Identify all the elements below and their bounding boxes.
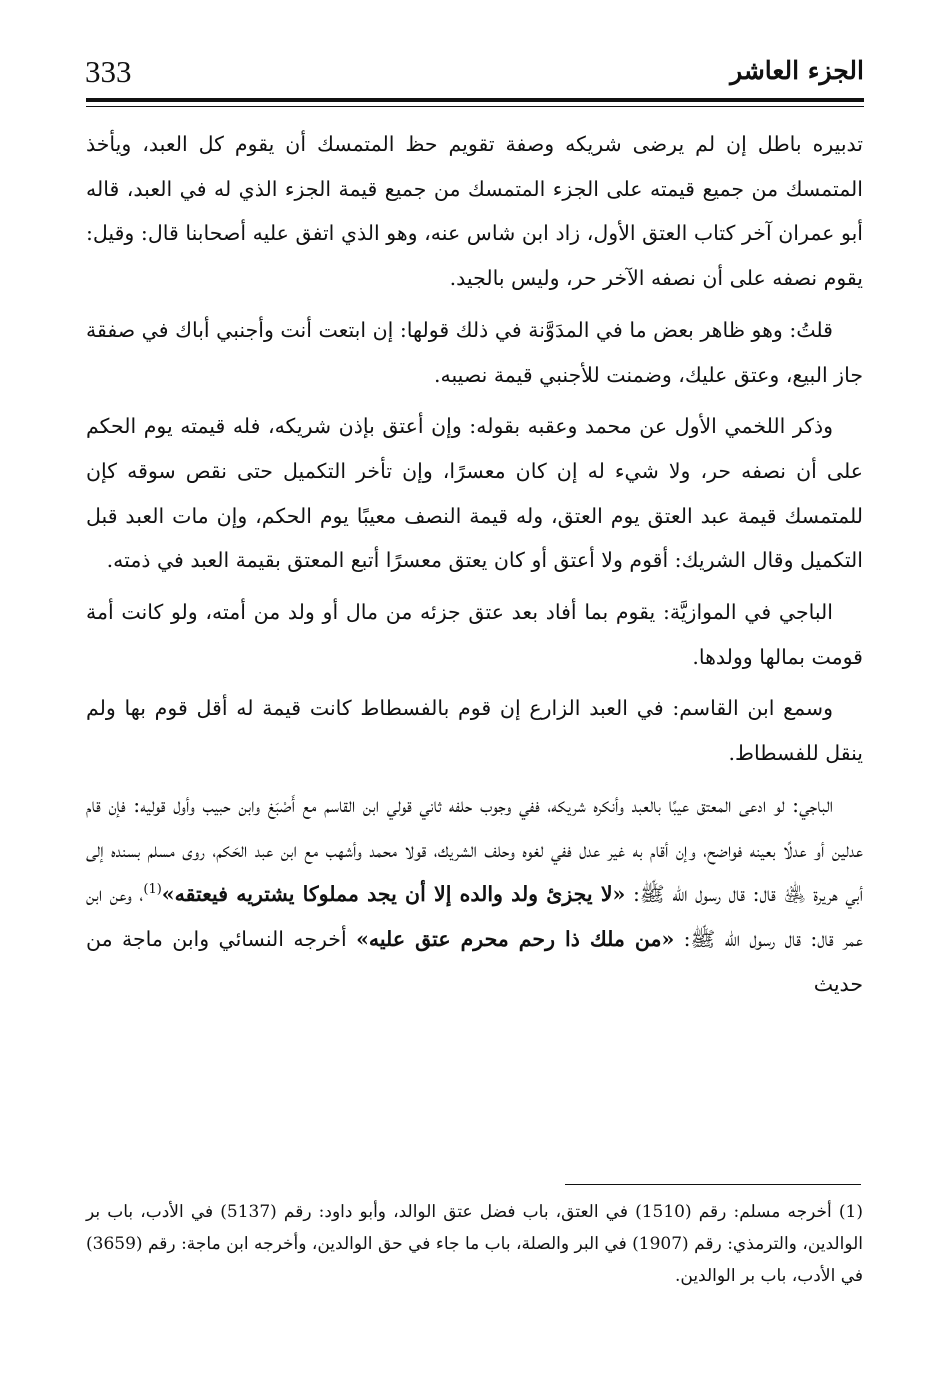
paragraph-2: قلتُ: وهو ظاهر بعض ما في المدَوَّنة في ذلك قولها: إن ابتعت أنت وأجنبي أباك في صفقة جاز البيع، وعتق عليك، وضمنت للأجنبي قيمة نصيبه. bbox=[86, 317, 863, 387]
footnotes bbox=[86, 1196, 863, 1292]
footnote-1: (1) أخرجه مسلم: رقم (1510) في العتق، باب فضل عتق الوالد، وأبو داود: رقم (5137) في الأدب، باب بر الوالدين، والترمذي: رقم (1907) في البر والصلة، باب ما جاء في حق الوالدين، وأخرجه ابن ماجة: رقم (3659) في الأدب، باب بر الوالدين. bbox=[86, 1202, 864, 1286]
paragraph-3: وذكر اللخمي الأول عن محمد وعقبه بقوله: وإن أعتق بإذن شريكه، فله قيمته يوم الحكم على أن نصفه حر، ولا شيء له إن كان معسرًا، وإن تأخر التكميل حتى نقص سوقه كإن للمتمسك قيمة عبد العتق يوم العتق، وله قيمة النصف معيبًا يوم الحكم، وإن مات العبد قبل التكميل وقال الشريك: أقوم ولا أعتق أو كان يعتق معسرًا أتبع المعتق بقيمة العبد في ذمته. bbox=[86, 414, 863, 573]
main-text bbox=[86, 122, 863, 1013]
paragraph-1: تدبيره باطل إن لم يرضى شريكه وصفة تقويم حظ المتمسك أن يقوم كل العبد، ويأخذ المتمسك من جميع قيمته على الجزء المتمسك من جميع قيمة الجزء الذي له في العبد، قاله أبو عمران آخر كتاب العتق الأول، زاد ابن شاس عنه، وهو الذي اتفق عليه أصحابنا قال: وقيل: يقوم نصفه على أن نصفه الآخر حر، وليس بالجيد. bbox=[86, 132, 863, 291]
header-rule-thick bbox=[86, 98, 864, 102]
paragraph-6-text-c: ، وعن ابن عمر قال: قال رسول الله ﷺ: bbox=[86, 882, 864, 951]
paragraph-6-text-e: أخرجه النسائي وابن ماجة من حديث bbox=[86, 926, 863, 996]
page-number: 333 bbox=[85, 54, 132, 89]
footnote-separator bbox=[565, 1184, 861, 1185]
paragraph-6 bbox=[86, 783, 863, 1007]
header-rule-thin bbox=[86, 106, 864, 107]
hadith-quote-1: «لا يجزئ ولد والده إلا أن يجد مملوكا يشتريه فيعتقه» bbox=[161, 882, 626, 907]
footnote-ref-1[interactable]: (1) bbox=[143, 882, 162, 898]
hadith-quote-2: «من ملك ذا رحم محرم عتق عليه» bbox=[356, 926, 675, 951]
paragraph-5: وسمع ابن القاسم: في العبد الزارع إن قوم بالفسطاط كانت قيمة له أقل قوم بها ولم ينقل للفسطاط. bbox=[86, 696, 863, 766]
page-header bbox=[85, 52, 864, 98]
part-title: الجزء العاشر bbox=[730, 56, 864, 85]
paragraph-6-text-a: الباجي: لو ادعى المعتق عيبًا بالعبد وأنكره شريكه، ففي وجوب حلفه ثاني قولي ابن القاسم مع أَصْبَغ وابن حبيب وأول قوليه: فإن قام عدلين أو عدلًا بعينه فواضح، وإن أقام به غير عدل ففي لغوه وحلف الشريك، قولا محمد وأشهب مع ابن عبد الحَكم، روى مسلم بسنده إلى أبي هريرة ﵁ قال: قال رسول الله ﷺ: bbox=[86, 792, 863, 907]
paragraph-4: الباجي في الموازيَّة: يقوم بما أفاد بعد عتق جزئه من مال أو ولد من أمته، ولو كانت أمة قومت بمالها وولدها. bbox=[86, 600, 863, 669]
